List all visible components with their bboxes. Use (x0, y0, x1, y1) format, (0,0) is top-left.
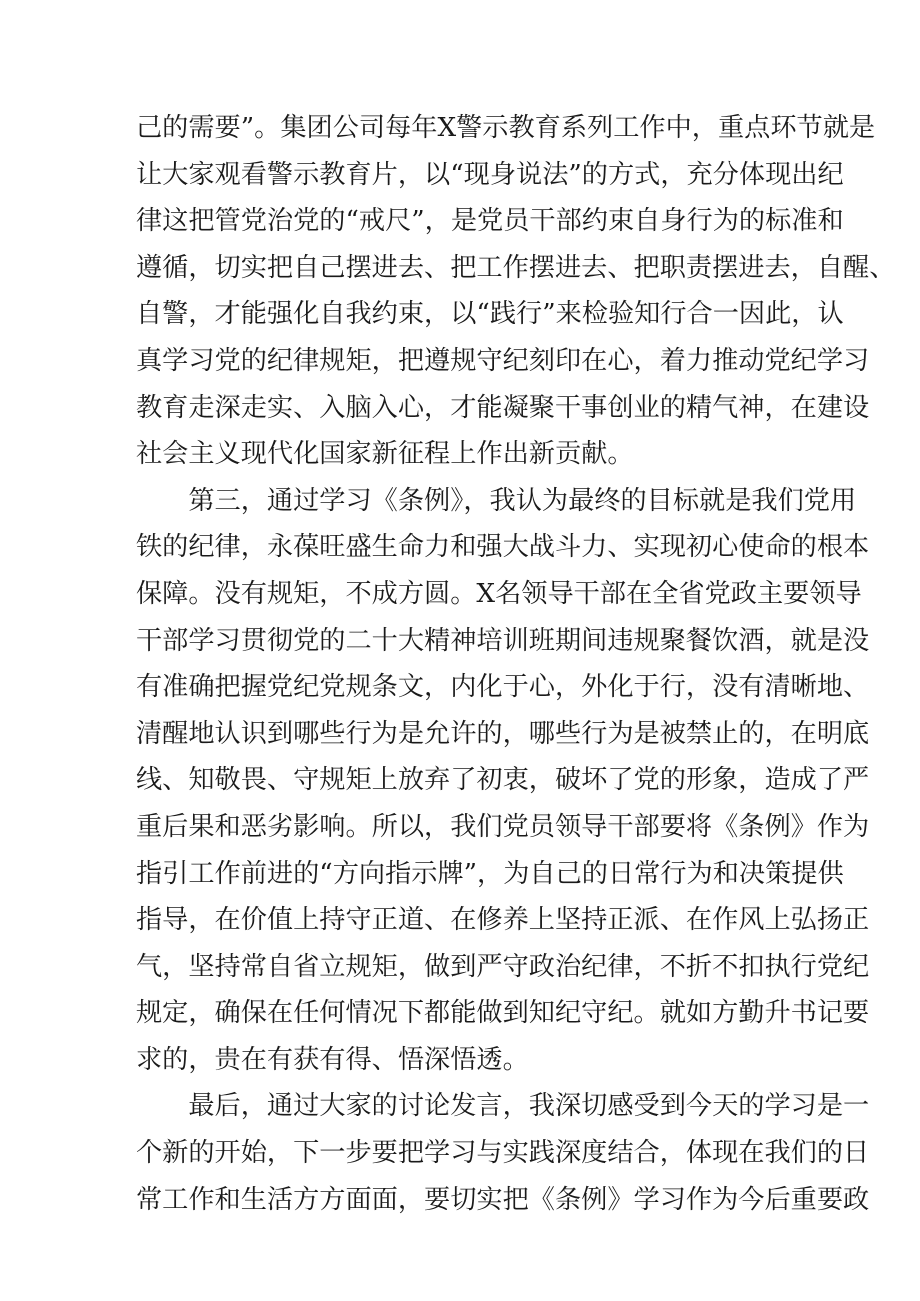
text-line: 有准确把握党纪党规条文，内化于心，外化于行，没有清晰地、 (136, 672, 870, 703)
paragraph-1 (136, 105, 896, 478)
text-line: 指引工作前进的“方向指示牌”，为自己的日常行为和决策提供 (136, 858, 844, 889)
text-line: 铁的纪律，永葆旺盛生命力和强大战斗力、实现初心使命的根本 (136, 532, 870, 563)
text-line: 个新的开始，下一步要把学习与实践深度结合，体现在我们的日 (136, 1138, 870, 1169)
text-line: 教育走深走实、入脑入心，才能凝聚干事创业的精气神，在建设 (136, 392, 870, 423)
text-line: 自警，才能强化自我约束，以“践行”来检验知行合一因此，认 (136, 299, 844, 330)
text-line: 求的，贵在有获有得、悟深悟透。 (136, 1044, 529, 1075)
text-line: 真学习党的纪律规矩，把遵规守纪刻印在心，着力推动党纪学习 (136, 345, 870, 376)
text-line: 保障。没有规矩，不成方圆。X名领导干部在全省党政主要领导 (136, 578, 862, 609)
text-line: 遵循，切实把自己摆进去、把工作摆进去、把职责摆进去，自醒、 (136, 252, 896, 283)
text-line: 己的需要”。集团公司每年X警示教育系列工作中，重点环节就是 (136, 113, 876, 143)
text-line: 律这把管党治党的“戒尺”，是党员干部约束自身行为的标准和 (136, 206, 844, 237)
text-line: 重后果和恶劣影响。所以，我们党员领导干部要将《条例》作为 (136, 811, 870, 842)
text-line: 线、知敬畏、守规矩上放弃了初衷，破坏了党的形象，造成了严 (136, 765, 870, 796)
text-line: 规定，确保在任何情况下都能做到知纪守纪。就如方勤升书记要 (136, 998, 870, 1029)
text-line: 第三，通过学习《条例》，我认为最终的目标就是我们党用 (136, 485, 857, 516)
text-line: 干部学习贯彻党的二十大精神培训班期间违规聚餐饮酒，就是没 (136, 625, 870, 656)
text-line: 气，坚持常自省立规矩，做到严守政治纪律，不折不扣执行党纪 (136, 951, 870, 982)
paragraph-3 (136, 1083, 870, 1223)
text-line: 指导，在价值上持守正道、在修养上坚持正派、在作风上弘扬正 (136, 905, 870, 936)
document-body (136, 105, 896, 1223)
text-line: 最后，通过大家的讨论发言，我深切感受到今天的学习是一 (136, 1091, 870, 1122)
paragraph-2 (136, 478, 870, 1084)
text-line: 让大家观看警示教育片，以“现身说法”的方式，充分体现出纪 (136, 159, 844, 190)
text-line: 社会主义现代化国家新征程上作出新贡献。 (136, 439, 634, 470)
text-line: 清醒地认识到哪些行为是允许的，哪些行为是被禁止的，在明底 (136, 718, 870, 749)
text-line: 常工作和生活方方面面，要切实把《条例》学习作为今后重要政 (136, 1184, 870, 1215)
